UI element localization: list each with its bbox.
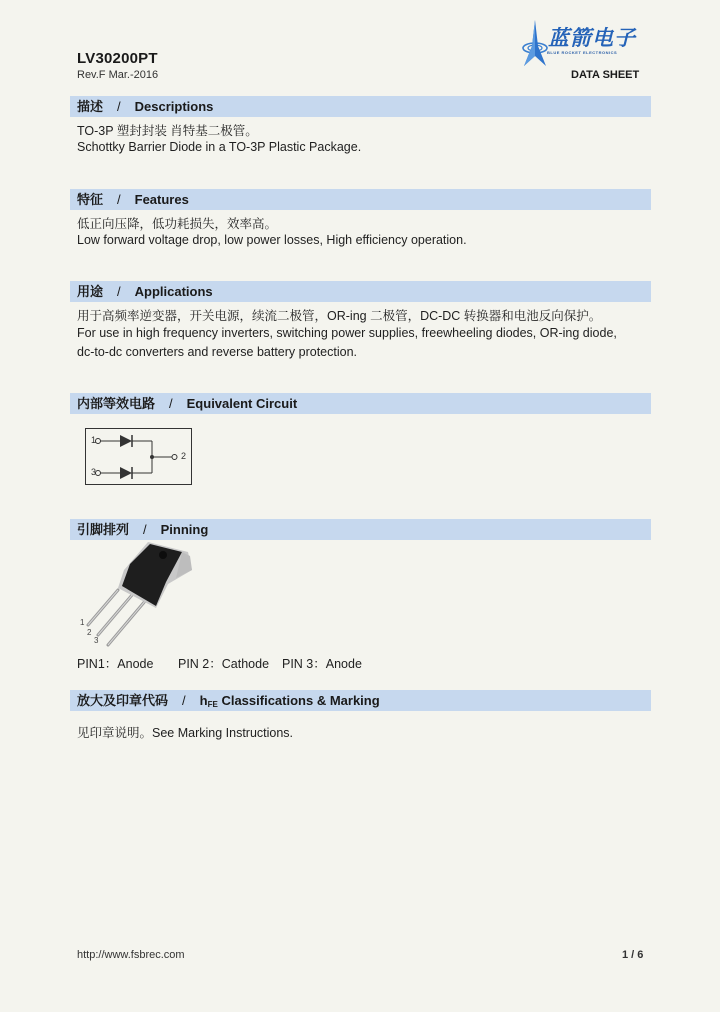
pin-label-3: 3 [91,467,97,477]
section-title-en: Descriptions [134,99,214,114]
website-link[interactable]: http://www.fsbrec.com [77,949,185,961]
pin-2-description: PIN 2：Cathode [178,657,270,671]
section-header-marking [70,690,651,711]
section-title-cn: 内部等效电路 [77,396,156,411]
description-line-en: Schottky Barrier Diode in a TO-3P Plastic Package. [77,140,362,154]
pin-1-description: PIN1：Anode [77,657,154,671]
separator: / [117,284,121,299]
pin-3-description: PIN 3：Anode [282,657,362,671]
separator: / [117,192,121,207]
section-title-en: Equivalent Circuit [186,396,298,411]
applications-line-en-2: dc-to-dc converters and reverse battery protection. [77,345,357,359]
section-title-h: h [199,693,208,708]
part-number: LV30200PT [77,50,158,67]
section-header-applications [70,281,651,302]
section-title-cn: 引脚排列 [77,522,130,537]
separator: / [182,693,186,708]
equivalent-circuit-diagram [85,428,192,485]
company-logo [522,18,662,70]
pin-number-3: 3 [94,636,99,645]
section-header-descriptions [70,96,651,117]
pin-label-2: 2 [181,451,187,461]
section-title-en: Applications [134,284,213,299]
logo-subtext: BLUE ROCKET ELECTRONICS [547,50,618,55]
to3p-package-icon [78,540,203,650]
separator: / [117,99,121,114]
section-header-pinning [70,519,651,540]
logo-text: 蓝箭电子 [548,27,636,50]
description-line-cn: TO-3P 塑封封装 肖特基二极管。 [77,124,258,138]
separator: / [143,522,147,537]
applications-line-en-1: For use in high frequency inverters, switching power supplies, freewheeling diodes, OR-ing diode, [77,326,617,340]
pin-number-1: 1 [80,618,85,627]
features-line-cn: 低正向压降，低功耗损失，效率高。 [77,217,278,231]
section-title-en: Features [134,192,189,207]
doc-type-label: DATA SHEET [571,69,640,81]
applications-line-cn: 用于高频率逆变器，开关电源，续流二极管，OR-ing 二极管，DC-DC 转换器和电池反向保护。 [77,309,602,323]
section-title-cn: 特征 [77,192,104,207]
section-title-en: Classifications & Marking [221,693,380,708]
features-line-en: Low forward voltage drop, low power losses, High efficiency operation. [77,233,467,247]
section-title-cn: 描述 [77,99,104,114]
revision-date: Rev.F Mar.-2016 [77,69,159,81]
marking-line: 见印章说明。See Marking Instructions. [77,726,294,740]
page-number: 1 / 6 [622,949,644,961]
pin-label-1: 1 [91,435,97,445]
section-header-features [70,189,651,210]
section-title-subscript: FE [207,700,218,709]
section-title-cn: 用途 [77,284,104,299]
section-header-circuit [70,393,651,414]
pin-number-2: 2 [87,628,92,637]
separator: / [169,396,173,411]
section-title-en: Pinning [160,522,209,537]
dual-diode-schematic-icon [86,429,191,484]
section-title-cn: 放大及印章代码 [77,693,169,708]
to3p-package-image [78,540,203,650]
rocket-star-icon [522,18,548,68]
